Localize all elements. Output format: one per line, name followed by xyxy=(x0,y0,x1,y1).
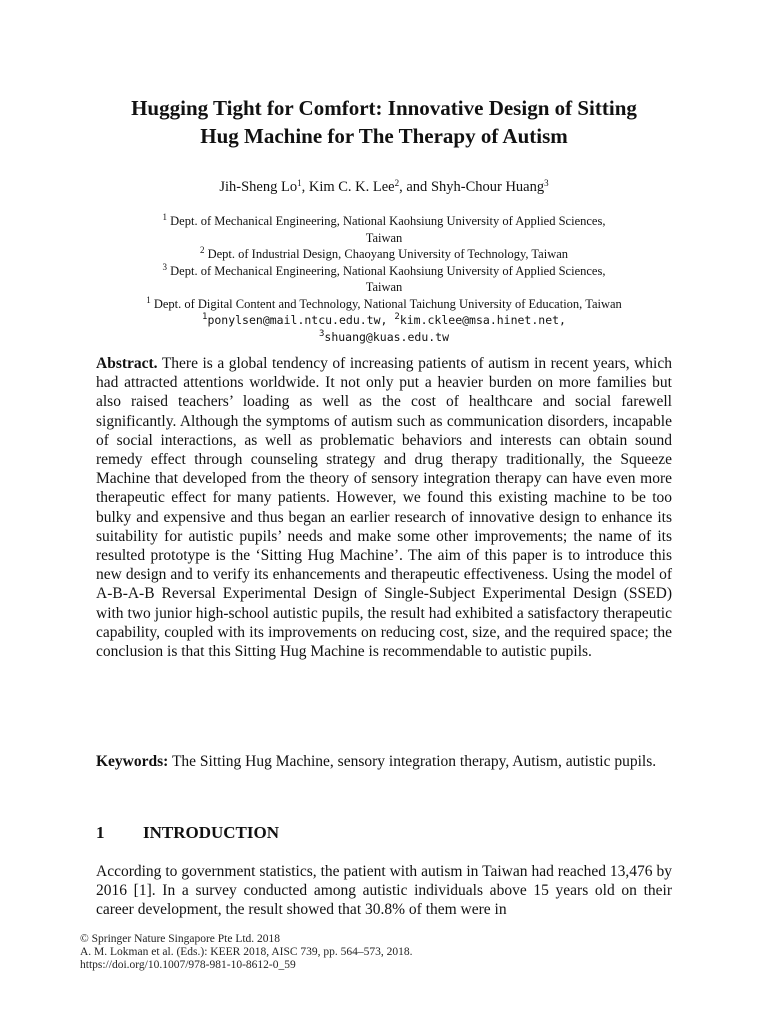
author-name: Kim C. K. Lee xyxy=(308,179,395,195)
author-affiliation-mark: 3 xyxy=(544,178,549,188)
section-title: INTRODUCTION xyxy=(143,823,280,842)
email-link[interactable]: shuang@kuas.edu.tw xyxy=(324,329,450,344)
affiliation-line: $^2$ Dept. of Industrial Design, Chaoyang University of Technology, Taiwan xyxy=(199,245,569,261)
paper-title xyxy=(70,94,698,150)
section-heading xyxy=(96,823,279,843)
keywords xyxy=(96,752,672,771)
email-link[interactable]: ponylsen@mail.ntcu.edu.tw, xyxy=(207,313,388,327)
affiliations xyxy=(70,213,698,345)
abstract-text: There is a global tendency of increasing patients of autism in recent years, which had attracted attentions worldwide. It not only put a heavier burden on more families but also raised teachers’ loading as well as the cost of healthcare and social farewell significantly. Although the symptoms of autism such as communication disorders, incapable of social interactions, as well as problematic behaviors and interests can obtain sound remedy effect through counseling strategy and drug therapy traditionally, the Squeeze Machine that developed from the theory of sensory integration therapy can have even more therapeutic effect for many patients. However, we found this existing machine to be too bulky and expensive and thus began an earlier research of innovative design to enhance its suitability for autistic pupils’ needs and make some other improvements; the name of its resulted prototype is the ‘Sitting Hug Machine’. The aim of this paper is to introduce this new design and to verify its enhancements and therapeutic effectiveness. Using the model of A-B-A-B Reversal Experimental Design of Single-Subject Experimental Design (SSED) with two junior high-school autistic pupils, the result had exhibited a satisfactory therapeutic capability, coupled with its improvements on reducing cost, size, and the required space; the conclusion is that this Sitting Hug Machine is recommendable to autistic pupils. xyxy=(96,355,672,661)
abstract xyxy=(96,354,672,661)
footer-copyright: © Springer Nature Singapore Pte Ltd. 2018 xyxy=(80,933,281,945)
footer-citation: A. M. Lokman et al. (Eds.): KEER 2018, AISC 739, pp. 564–573, 2018. xyxy=(80,945,413,958)
title-line-1: Hugging Tight for Comfort: Innovative Design of Sitting xyxy=(131,96,637,120)
email-line: $^1$ponylsen@mail.ntcu.edu.tw, $^2$kim.cklee@msa.hinet.net, xyxy=(202,312,566,327)
email-line: $^3$shuang@kuas.edu.tw xyxy=(318,328,450,344)
keywords-text: The Sitting Hug Machine, sensory integration therapy, Autism, autistic pupils. xyxy=(171,753,657,770)
author-name: Shyh-Chour Huang xyxy=(430,179,545,195)
introduction-paragraph: According to government statistics, the patient with autism in Taiwan had reached 13,476 by 2016 [1]. In a survey conducted among autistic individuals above 15 years old on their career development, the result showed that 30.8% of them were in xyxy=(96,863,672,919)
author-list: Jih-Sheng Lo$^1$, Kim C. K. Lee$^2$, and Shyh-Chour Huang$^3$ xyxy=(219,178,549,195)
affiliation-line: $^3$ Dept. of Mechanical Engineering, National Kaohsiung University of Applied Sciences, xyxy=(162,261,606,278)
section-number: 1 xyxy=(96,823,105,842)
email-link[interactable]: kim.cklee@msa.hinet.net, xyxy=(399,313,566,327)
author-name: Jih-Sheng Lo xyxy=(219,179,298,195)
title-line-2: Hug Machine for The Therapy of Autism xyxy=(200,124,568,148)
author-affiliation-mark: 1 xyxy=(297,178,302,188)
affiliation-line: $^1$ Dept. of Digital Content and Technology, National Taichung University of Education, Taiwan xyxy=(146,294,622,311)
affiliation-line: Taiwan xyxy=(365,280,403,294)
keywords-label: Keywords: xyxy=(96,753,169,770)
affiliation-line: $^1$ Dept. of Mechanical Engineering, National Kaohsiung University of Applied Sciences, xyxy=(162,212,606,228)
author-affiliation-mark: 2 xyxy=(394,178,400,188)
affiliation-line: Taiwan xyxy=(365,230,403,245)
abstract-label: Abstract. xyxy=(96,355,158,372)
footer-doi-link[interactable]: https://doi.org/10.1007/978-981-10-8612-0_59 xyxy=(80,958,296,971)
copyright-footer xyxy=(80,933,413,971)
